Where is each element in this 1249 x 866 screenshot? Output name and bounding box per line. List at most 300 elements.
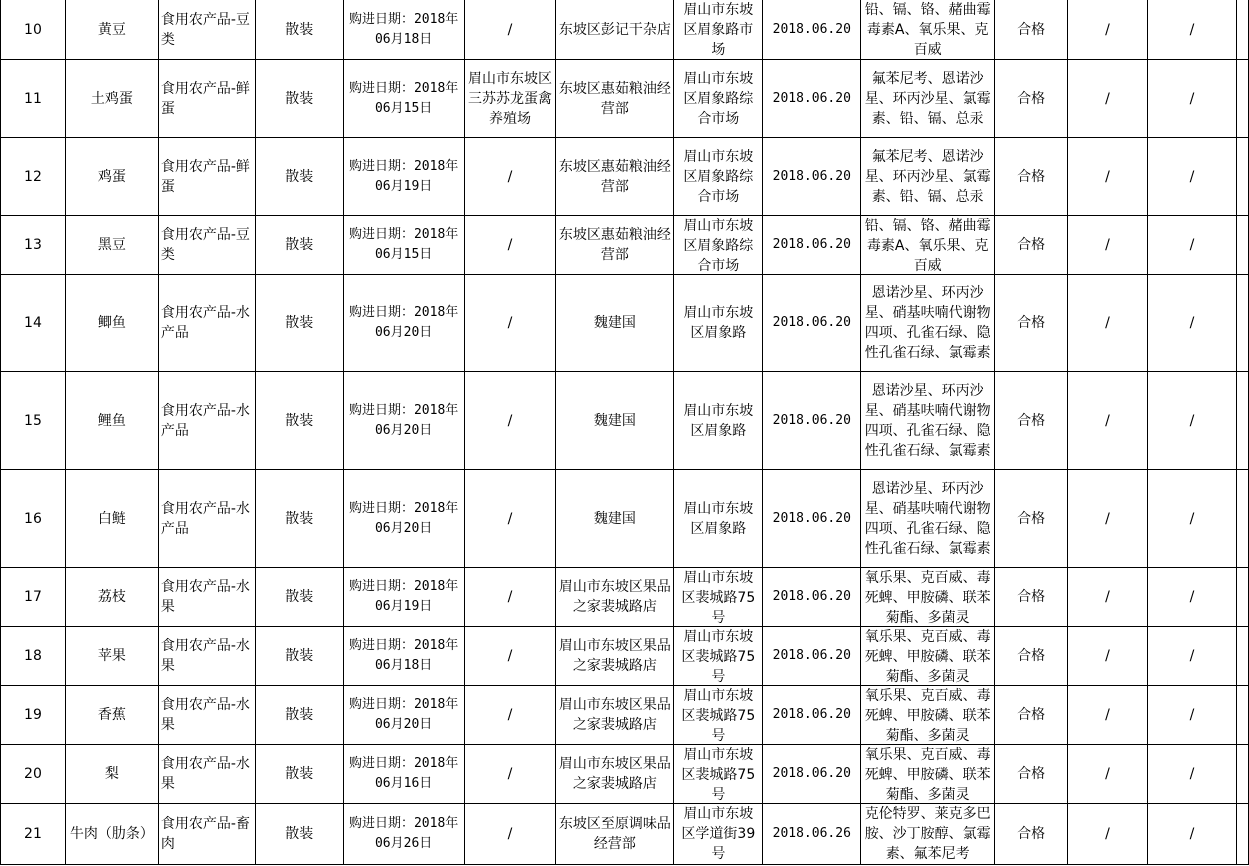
seller-text: 魏建国 — [593, 510, 636, 527]
seller-text: 东坡区惠茹粮油经营部 — [558, 80, 671, 117]
remark-cell-1 — [1068, 372, 1148, 470]
address-cell — [674, 372, 763, 470]
seller-cell — [556, 216, 674, 275]
result-cell — [995, 138, 1068, 216]
result-cell — [995, 470, 1068, 568]
test-items-cell — [861, 60, 995, 138]
remark-cell-2 — [1147, 627, 1236, 686]
row-number-cell — [1, 216, 66, 275]
sampling-date-cell — [763, 568, 861, 627]
remark-text-2: / — [1189, 826, 1195, 842]
seller-text: 东坡区惠茹粮油经营部 — [558, 227, 671, 263]
producer-cell — [464, 138, 556, 216]
sampling-date-cell — [763, 275, 861, 372]
address-text: 眉山市东坡区眉象路综合市场 — [683, 148, 754, 205]
packaging-text: 散装 — [285, 826, 314, 842]
address-cell — [674, 60, 763, 138]
seller-cell — [556, 275, 674, 372]
packaging-text: 散装 — [285, 168, 314, 185]
product-name-text: 荔枝 — [97, 589, 126, 605]
packaging-cell — [255, 60, 343, 138]
purchase-date-text: 购进日期：2018年06月26日 — [348, 816, 459, 851]
producer-text: / — [507, 766, 513, 782]
category-text: 食用农产品-水果 — [160, 756, 250, 792]
producer-cell — [464, 568, 556, 627]
seller-text: 眉山市东坡区果品之家裴城路店 — [558, 579, 671, 615]
category-cell — [158, 470, 255, 568]
address-text: 眉山市东坡区学道街39号 — [681, 806, 756, 862]
packaging-cell — [255, 372, 343, 470]
remark-text-1: / — [1105, 21, 1110, 38]
result-text: 合格 — [1017, 168, 1046, 185]
result-cell — [995, 686, 1068, 745]
packaging-text: 散装 — [285, 315, 314, 331]
producer-cell — [464, 804, 556, 865]
purchase-date-text: 购进日期：2018年06月15日 — [348, 80, 459, 116]
result-text: 合格 — [1017, 648, 1046, 664]
category-text: 食用农产品-水果 — [160, 697, 250, 733]
product-name-text: 牛肉（肋条） — [69, 826, 154, 842]
product-name-cell — [65, 372, 158, 470]
sampling-date-text: 2018.06.26 — [772, 826, 851, 841]
remark-text-2: / — [1189, 766, 1195, 782]
product-name-text: 梨 — [104, 766, 119, 782]
category-text: 食用农产品-水产品 — [160, 402, 250, 439]
test-items-cell — [861, 627, 995, 686]
product-name-cell — [65, 0, 158, 60]
address-cell — [674, 686, 763, 745]
result-text: 合格 — [1017, 21, 1046, 38]
packaging-text: 散装 — [285, 510, 314, 527]
test-items-cell — [861, 745, 995, 804]
remark-text-1: / — [1105, 90, 1110, 107]
packaging-cell — [255, 745, 343, 804]
sampling-date-cell — [763, 0, 861, 60]
purchase-date-cell — [343, 745, 464, 804]
product-name-cell — [65, 470, 158, 568]
purchase-date-cell — [343, 0, 464, 60]
test-items-cell — [861, 216, 995, 275]
remark-cell-1 — [1068, 745, 1148, 804]
test-items-cell — [861, 0, 995, 60]
sampling-date-text: 2018.06.20 — [772, 21, 851, 37]
test-items-text: 铅、镉、铬、赭曲霉毒素A、氧乐果、克百威 — [864, 2, 991, 58]
test-items-cell — [861, 275, 995, 372]
product-name-text: 鲫鱼 — [97, 315, 126, 331]
packaging-text: 散装 — [285, 766, 314, 782]
address-text: 眉山市东坡区眉象路市场 — [683, 2, 754, 58]
packaging-cell — [255, 627, 343, 686]
row-number-text: 18 — [24, 648, 42, 664]
product-name-cell — [65, 216, 158, 275]
purchase-date-cell — [343, 372, 464, 470]
result-cell — [995, 0, 1068, 60]
sampling-date-text: 2018.06.20 — [772, 412, 851, 428]
address-cell — [674, 138, 763, 216]
purchase-date-text: 购进日期：2018年06月16日 — [348, 756, 459, 791]
test-items-text: 克伦特罗、莱克多巴胺、沙丁胺醇、氯霉素、氟苯尼考 — [864, 806, 991, 862]
packaging-cell — [255, 0, 343, 60]
address-cell — [674, 745, 763, 804]
sampling-date-text: 2018.06.20 — [772, 766, 851, 781]
sampling-date-cell — [763, 470, 861, 568]
row-number-text: 19 — [24, 707, 42, 723]
table-row — [1, 372, 1249, 470]
test-items-cell — [861, 372, 995, 470]
table-row — [1, 568, 1249, 627]
remark-cell-2 — [1147, 216, 1236, 275]
seller-cell — [556, 60, 674, 138]
blank-cell — [1236, 60, 1248, 138]
category-text: 食用农产品-豆类 — [160, 227, 250, 263]
purchase-date-cell — [343, 275, 464, 372]
category-cell — [158, 60, 255, 138]
remark-cell-2 — [1147, 372, 1236, 470]
table-row — [1, 60, 1249, 138]
category-text: 食用农产品-鲜蛋 — [160, 158, 250, 195]
producer-cell — [464, 216, 556, 275]
seller-cell — [556, 372, 674, 470]
purchase-date-cell — [343, 60, 464, 138]
producer-text: / — [507, 707, 513, 723]
result-text: 合格 — [1017, 589, 1046, 605]
remark-cell-2 — [1147, 138, 1236, 216]
producer-cell — [464, 745, 556, 804]
category-cell — [158, 568, 255, 627]
result-cell — [995, 372, 1068, 470]
sampling-date-text: 2018.06.20 — [772, 237, 851, 252]
address-cell — [674, 0, 763, 60]
packaging-text: 散装 — [285, 90, 314, 107]
test-items-text: 氧乐果、克百威、毒死蜱、甲胺磷、联苯菊酯、多菌灵 — [864, 570, 991, 626]
address-cell — [674, 470, 763, 568]
result-cell — [995, 60, 1068, 138]
seller-text: 眉山市东坡区果品之家裴城路店 — [558, 756, 671, 792]
remark-cell-1 — [1068, 0, 1148, 60]
category-cell — [158, 804, 255, 865]
product-name-cell — [65, 60, 158, 138]
category-text: 食用农产品-水果 — [160, 579, 250, 615]
row-number-text: 17 — [24, 589, 42, 605]
remark-cell-1 — [1068, 568, 1148, 627]
sampling-date-text: 2018.06.20 — [772, 510, 851, 526]
row-number-text: 20 — [24, 766, 42, 782]
category-cell — [158, 372, 255, 470]
producer-cell — [464, 470, 556, 568]
category-text: 食用农产品-鲜蛋 — [160, 80, 250, 117]
seller-cell — [556, 686, 674, 745]
purchase-date-text: 购进日期：2018年06月19日 — [348, 158, 459, 194]
row-number-cell — [1, 372, 66, 470]
remark-text-2: / — [1189, 90, 1195, 107]
remark-cell-1 — [1068, 627, 1148, 686]
producer-text: 眉山市东坡区三苏苏龙蛋禽养殖场 — [468, 70, 553, 127]
purchase-date-cell — [343, 138, 464, 216]
category-cell — [158, 138, 255, 216]
remark-text-1: / — [1105, 707, 1110, 723]
result-cell — [995, 745, 1068, 804]
test-items-text: 恩诺沙星、环丙沙星、硝基呋喃代谢物四项、孔雀石绿、隐性孔雀石绿、氯霉素 — [864, 382, 991, 459]
row-number-cell — [1, 627, 66, 686]
seller-cell — [556, 470, 674, 568]
blank-cell — [1236, 745, 1248, 804]
remark-text-1: / — [1105, 510, 1110, 527]
producer-text: / — [507, 589, 513, 605]
blank-cell — [1236, 372, 1248, 470]
table-row — [1, 216, 1249, 275]
result-cell — [995, 216, 1068, 275]
packaging-cell — [255, 470, 343, 568]
test-items-cell — [861, 804, 995, 865]
seller-cell — [556, 568, 674, 627]
row-number-text: 16 — [24, 510, 42, 527]
remark-text-1: / — [1105, 589, 1110, 605]
address-cell — [674, 275, 763, 372]
result-text: 合格 — [1017, 315, 1046, 331]
category-cell — [158, 745, 255, 804]
result-cell — [995, 627, 1068, 686]
sampling-date-cell — [763, 138, 861, 216]
remark-text-2: / — [1189, 412, 1195, 429]
purchase-date-cell — [343, 568, 464, 627]
packaging-text: 散装 — [285, 21, 314, 38]
remark-cell-2 — [1147, 804, 1236, 865]
product-name-text: 土鸡蛋 — [90, 90, 133, 107]
remark-text-2: / — [1189, 237, 1195, 253]
sampling-date-text: 2018.06.20 — [772, 707, 851, 722]
sampling-date-cell — [763, 804, 861, 865]
remark-cell-2 — [1147, 0, 1236, 60]
remark-text-1: / — [1105, 648, 1110, 664]
packaging-cell — [255, 275, 343, 372]
result-text: 合格 — [1017, 90, 1046, 107]
sampling-date-cell — [763, 60, 861, 138]
producer-text: / — [507, 648, 513, 664]
remark-cell-1 — [1068, 686, 1148, 745]
purchase-date-text: 购进日期：2018年06月15日 — [348, 227, 459, 262]
address-text: 眉山市东坡区眉象路 — [683, 402, 754, 439]
row-number-cell — [1, 138, 66, 216]
purchase-date-cell — [343, 627, 464, 686]
producer-cell — [464, 686, 556, 745]
packaging-cell — [255, 138, 343, 216]
test-items-text: 恩诺沙星、环丙沙星、硝基呋喃代谢物四项、孔雀石绿、隐性孔雀石绿、氯霉素 — [864, 480, 991, 557]
sampling-date-cell — [763, 216, 861, 275]
sampling-date-text: 2018.06.20 — [772, 168, 851, 184]
producer-cell — [464, 627, 556, 686]
result-text: 合格 — [1017, 826, 1046, 842]
category-cell — [158, 627, 255, 686]
result-text: 合格 — [1017, 412, 1046, 429]
category-cell — [158, 0, 255, 60]
product-name-cell — [65, 138, 158, 216]
seller-text: 眉山市东坡区果品之家裴城路店 — [558, 638, 671, 674]
row-number-text: 13 — [24, 237, 42, 253]
producer-text: / — [507, 510, 513, 527]
packaging-cell — [255, 568, 343, 627]
sampling-date-text: 2018.06.20 — [772, 90, 851, 106]
remark-text-2: / — [1189, 21, 1195, 38]
remark-cell-1 — [1068, 275, 1148, 372]
purchase-date-text: 购进日期：2018年06月18日 — [348, 638, 459, 673]
table-row — [1, 470, 1249, 568]
blank-cell — [1236, 216, 1248, 275]
result-text: 合格 — [1017, 510, 1046, 527]
row-number-text: 10 — [24, 21, 42, 38]
packaging-text: 散装 — [285, 412, 314, 429]
row-number-text: 14 — [24, 315, 42, 331]
result-text: 合格 — [1017, 237, 1046, 253]
remark-text-1: / — [1105, 412, 1110, 429]
address-text: 眉山市东坡区裴城路75号 — [681, 570, 756, 626]
packaging-cell — [255, 686, 343, 745]
packaging-text: 散装 — [285, 237, 314, 253]
test-items-text: 氧乐果、克百威、毒死蜱、甲胺磷、联苯菊酯、多菌灵 — [864, 688, 991, 744]
product-name-text: 鸡蛋 — [97, 168, 126, 185]
blank-cell — [1236, 275, 1248, 372]
seller-text: 眉山市东坡区果品之家裴城路店 — [558, 697, 671, 733]
packaging-text: 散装 — [285, 648, 314, 664]
row-number-text: 21 — [24, 826, 42, 842]
producer-cell — [464, 0, 556, 60]
result-cell — [995, 275, 1068, 372]
row-number-cell — [1, 686, 66, 745]
producer-text: / — [507, 21, 513, 38]
address-cell — [674, 568, 763, 627]
remark-cell-2 — [1147, 275, 1236, 372]
purchase-date-cell — [343, 216, 464, 275]
remark-cell-2 — [1147, 470, 1236, 568]
sampling-date-cell — [763, 627, 861, 686]
blank-cell — [1236, 627, 1248, 686]
row-number-text: 15 — [24, 412, 42, 429]
remark-text-2: / — [1189, 315, 1195, 331]
remark-text-1: / — [1105, 168, 1110, 185]
test-items-cell — [861, 138, 995, 216]
purchase-date-text: 购进日期：2018年06月18日 — [348, 11, 459, 47]
row-number-text: 12 — [24, 168, 42, 185]
product-name-cell — [65, 568, 158, 627]
table-row — [1, 745, 1249, 804]
category-cell — [158, 275, 255, 372]
producer-cell — [464, 275, 556, 372]
row-number-text: 11 — [24, 90, 42, 107]
seller-cell — [556, 745, 674, 804]
producer-text: / — [507, 826, 513, 842]
table-row — [1, 686, 1249, 745]
sampling-date-text: 2018.06.20 — [772, 589, 851, 604]
blank-cell — [1236, 138, 1248, 216]
remark-text-2: / — [1189, 168, 1195, 185]
result-text: 合格 — [1017, 707, 1046, 723]
product-name-text: 鲤鱼 — [97, 412, 126, 429]
producer-text: / — [507, 168, 513, 185]
result-cell — [995, 568, 1068, 627]
address-text: 眉山市东坡区眉象路综合市场 — [683, 218, 754, 274]
producer-text: / — [507, 315, 513, 331]
seller-text: 东坡区惠茹粮油经营部 — [558, 158, 671, 195]
remark-cell-2 — [1147, 745, 1236, 804]
packaging-cell — [255, 216, 343, 275]
product-name-cell — [65, 804, 158, 865]
table-row — [1, 138, 1249, 216]
sampling-date-text: 2018.06.20 — [772, 648, 851, 663]
seller-text: 魏建国 — [593, 412, 636, 429]
remark-cell-1 — [1068, 138, 1148, 216]
sampling-date-cell — [763, 372, 861, 470]
blank-cell — [1236, 0, 1248, 60]
seller-cell — [556, 0, 674, 60]
remark-text-1: / — [1105, 237, 1110, 253]
packaging-text: 散装 — [285, 707, 314, 723]
table-body — [1, 0, 1249, 865]
blank-cell — [1236, 804, 1248, 865]
purchase-date-cell — [343, 804, 464, 865]
producer-text: / — [507, 237, 513, 253]
category-cell — [158, 216, 255, 275]
address-text: 眉山市东坡区眉象路综合市场 — [683, 70, 754, 127]
purchase-date-text: 购进日期：2018年06月20日 — [348, 500, 459, 536]
test-items-text: 恩诺沙星、环丙沙星、硝基呋喃代谢物四项、孔雀石绿、隐性孔雀石绿、氯霉素 — [864, 285, 991, 361]
test-items-cell — [861, 568, 995, 627]
product-name-text: 黄豆 — [97, 21, 126, 38]
purchase-date-text: 购进日期：2018年06月20日 — [348, 402, 459, 438]
blank-cell — [1236, 568, 1248, 627]
remark-text-1: / — [1105, 826, 1110, 842]
test-items-text: 氧乐果、克百威、毒死蜱、甲胺磷、联苯菊酯、多菌灵 — [864, 629, 991, 685]
purchase-date-text: 购进日期：2018年06月20日 — [348, 305, 459, 340]
product-name-text: 苹果 — [97, 648, 126, 664]
producer-text: / — [507, 412, 513, 429]
table-row — [1, 275, 1249, 372]
result-text: 合格 — [1017, 766, 1046, 782]
producer-cell — [464, 372, 556, 470]
row-number-cell — [1, 0, 66, 60]
product-name-cell — [65, 745, 158, 804]
address-cell — [674, 627, 763, 686]
seller-text: 魏建国 — [593, 315, 636, 331]
product-name-text: 黑豆 — [97, 237, 126, 253]
seller-text: 东坡区彭记干杂店 — [558, 21, 671, 38]
test-items-cell — [861, 470, 995, 568]
producer-cell — [464, 60, 556, 138]
product-name-text: 香蕉 — [97, 707, 126, 723]
remark-text-2: / — [1189, 707, 1195, 723]
product-name-cell — [65, 275, 158, 372]
category-text: 食用农产品-豆类 — [160, 11, 250, 48]
table-row — [1, 804, 1249, 865]
address-cell — [674, 804, 763, 865]
seller-cell — [556, 627, 674, 686]
row-number-cell — [1, 745, 66, 804]
row-number-cell — [1, 60, 66, 138]
category-text: 食用农产品-水产品 — [160, 305, 250, 341]
packaging-text: 散装 — [285, 589, 314, 605]
address-cell — [674, 216, 763, 275]
category-text: 食用农产品-畜肉 — [160, 816, 250, 852]
product-name-text: 白鲢 — [97, 510, 126, 527]
remark-cell-2 — [1147, 60, 1236, 138]
test-items-text: 氟苯尼考、恩诺沙星、环丙沙星、氯霉素、铅、镉、总汞 — [864, 70, 991, 127]
remark-text-2: / — [1189, 589, 1195, 605]
test-items-text: 氟苯尼考、恩诺沙星、环丙沙星、氯霉素、铅、镉、总汞 — [864, 148, 991, 205]
remark-cell-1 — [1068, 470, 1148, 568]
test-items-cell — [861, 686, 995, 745]
remark-text-1: / — [1105, 315, 1110, 331]
remark-cell-2 — [1147, 686, 1236, 745]
result-cell — [995, 804, 1068, 865]
remark-cell-2 — [1147, 568, 1236, 627]
